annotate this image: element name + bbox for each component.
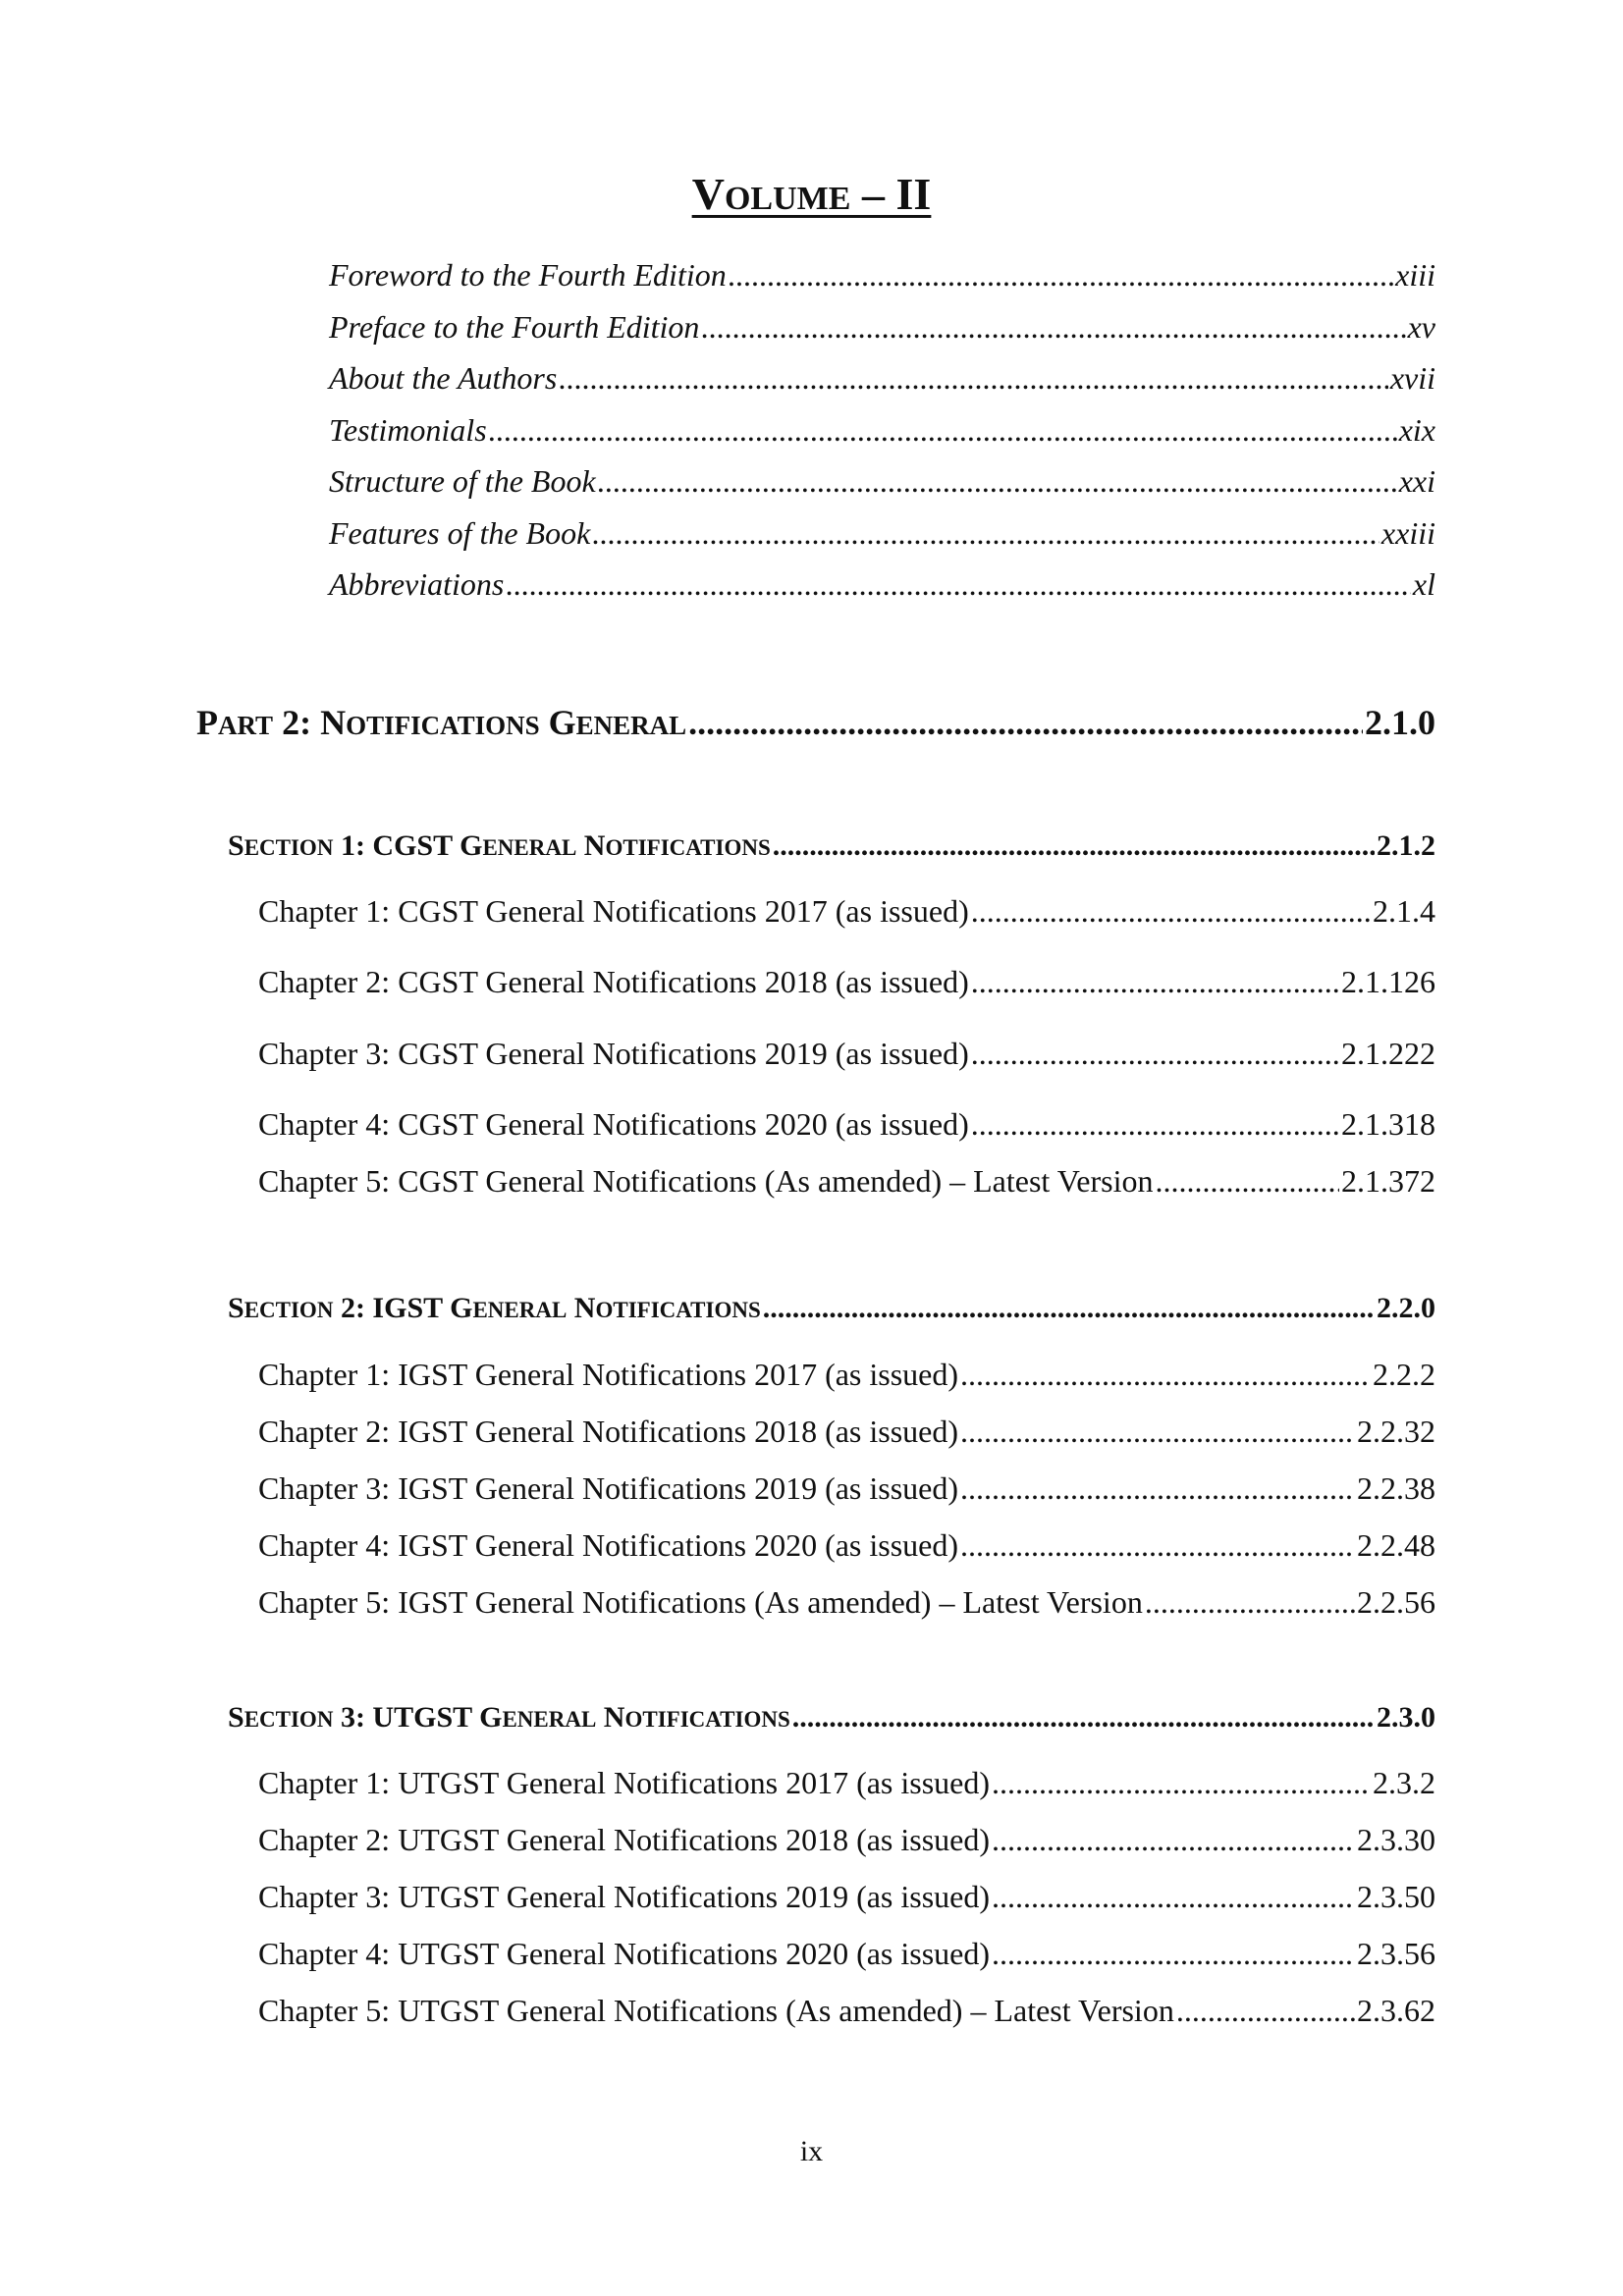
section-label-initial: G: [479, 1701, 503, 1734]
volume-title-separator: –: [850, 169, 896, 219]
leader-dots: [792, 1701, 1375, 1735]
section-label-rest: ECTION: [243, 1298, 334, 1322]
part-page: 2.1.0: [1365, 703, 1435, 742]
toc-entry-label: Preface to the Fourth Edition: [329, 309, 700, 345]
leader-dots: [1156, 1163, 1340, 1200]
section-label-rest: ENERAL: [502, 1707, 597, 1732]
volume-title-rest: OLUME: [724, 181, 851, 217]
section-label-number: 2: IGST: [333, 1292, 451, 1324]
toc-part-heading[interactable]: [196, 702, 1435, 743]
toc-entry-label: Testimonials: [329, 412, 487, 448]
toc-chapter-entry[interactable]: [258, 1936, 1435, 1972]
toc-chapter-entry[interactable]: [258, 1036, 1435, 1072]
toc-entry-page: 2.2.2: [1373, 1357, 1435, 1392]
toc-entry-page: 2.1.4: [1373, 893, 1435, 929]
toc-entry-page: xv: [1407, 309, 1435, 345]
toc-entry-label: Structure of the Book: [329, 463, 596, 499]
toc-entry-label: Chapter 5: CGST General Notifications (As amended) – Latest Version: [258, 1163, 1154, 1199]
section-page: 2.3.0: [1377, 1701, 1435, 1734]
section-label: [228, 1701, 790, 1735]
leader-dots: [960, 1414, 1355, 1450]
toc-entry-label: Chapter 2: IGST General Notifications 2018 (as issued): [258, 1414, 959, 1449]
leader-dots: [598, 463, 1397, 500]
section-label-initial: S: [228, 829, 244, 862]
section-label-rest: ENERAL: [472, 1298, 568, 1322]
toc-chapter-entry[interactable]: [258, 1527, 1435, 1564]
section-label-rest: OTIFICATIONS: [624, 1707, 790, 1732]
leader-dots: [688, 702, 1363, 743]
leader-dots: [763, 1292, 1375, 1325]
toc-entry-page: 2.3.62: [1357, 1993, 1435, 2028]
volume-title-numeral: II: [895, 169, 932, 219]
toc-entry-page: xxiii: [1380, 515, 1435, 551]
leader-dots: [729, 257, 1393, 294]
toc-chapter-entry[interactable]: [258, 1993, 1435, 2029]
toc-chapter-entry[interactable]: [258, 893, 1435, 930]
leader-dots: [592, 515, 1380, 552]
toc-entry-page: 2.1.222: [1341, 1036, 1435, 1071]
toc-front-entry[interactable]: [329, 566, 1435, 603]
toc-entry-label: Chapter 3: UTGST General Notifications 2019 (as issued): [258, 1879, 991, 1914]
toc-entry-label: Chapter 4: IGST General Notifications 2020 (as issued): [258, 1527, 959, 1563]
leader-dots: [1145, 1584, 1355, 1621]
leader-dots: [992, 1822, 1355, 1858]
section-label: [228, 829, 771, 863]
toc-entry-label: Features of the Book: [329, 515, 591, 551]
leader-dots: [971, 893, 1371, 930]
toc-front-entry[interactable]: [329, 257, 1435, 294]
leader-dots: [960, 1527, 1355, 1564]
leader-dots: [1176, 1993, 1355, 2029]
section-label-initial: S: [228, 1292, 244, 1324]
section-page: 2.2.0: [1377, 1292, 1435, 1324]
toc-entry-label: Chapter 4: UTGST General Notifications 2020 (as issued): [258, 1936, 991, 1971]
toc-entry-label: Chapter 3: CGST General Notifications 2019 (as issued): [258, 1036, 969, 1071]
toc-entry-page: 2.3.56: [1357, 1936, 1435, 1971]
section-label-rest: OTIFICATIONS: [595, 1298, 761, 1322]
toc-entry-label: Chapter 1: UTGST General Notifications 2017 (as issued): [258, 1765, 991, 1800]
toc-section-heading[interactable]: [228, 829, 1435, 863]
toc-chapter-entry[interactable]: [258, 1106, 1435, 1143]
toc-entry-page: 2.1.318: [1341, 1106, 1435, 1142]
section-label-number: 1: CGST: [333, 829, 460, 862]
volume-title: [0, 167, 1623, 221]
leader-dots: [773, 829, 1375, 863]
leader-dots: [701, 309, 1405, 346]
part-label-rest: OTIFICATIONS: [346, 711, 540, 740]
leader-dots: [992, 1765, 1371, 1801]
part-label: [196, 702, 686, 743]
section-label-initial: G: [450, 1292, 473, 1324]
toc-entry-page: 2.1.126: [1341, 964, 1435, 999]
part-label-initial: G: [539, 703, 576, 742]
toc-front-entry[interactable]: [329, 515, 1435, 552]
toc-front-entry[interactable]: [329, 360, 1435, 397]
toc-entry-label: Chapter 3: IGST General Notifications 2019 (as issued): [258, 1470, 959, 1506]
toc-chapter-entry[interactable]: [258, 1822, 1435, 1858]
part-label-initial: N: [320, 703, 347, 742]
toc-entry-label: Chapter 1: IGST General Notifications 2017 (as issued): [258, 1357, 959, 1392]
toc-entry-page: xiii: [1395, 257, 1435, 293]
toc-section-heading[interactable]: [228, 1701, 1435, 1735]
toc-chapter-entry[interactable]: [258, 1584, 1435, 1621]
toc-front-entry[interactable]: [329, 463, 1435, 500]
toc-entry-label: Chapter 5: IGST General Notifications (As amended) – Latest Version: [258, 1584, 1143, 1620]
toc-chapter-entry[interactable]: [258, 1879, 1435, 1915]
page-number: ix: [799, 2135, 824, 2167]
toc-entry-label: Chapter 2: CGST General Notifications 2018 (as issued): [258, 964, 969, 999]
section-label-rest: ECTION: [243, 835, 334, 860]
toc-entry-label: Chapter 1: CGST General Notifications 2017 (as issued): [258, 893, 969, 929]
toc-entry-page: xix: [1398, 412, 1435, 448]
leader-dots: [971, 1036, 1339, 1072]
toc-entry-label: Chapter 2: UTGST General Notifications 2018 (as issued): [258, 1822, 991, 1857]
leader-dots: [506, 566, 1411, 603]
leader-dots: [992, 1879, 1355, 1915]
section-label-number: 3: UTGST: [333, 1701, 480, 1734]
section-label-rest: OTIFICATIONS: [605, 835, 771, 860]
toc-entry-label: About the Authors: [329, 360, 558, 396]
leader-dots: [971, 964, 1339, 1000]
section-label-initial: N: [567, 1292, 596, 1324]
section-page: 2.1.2: [1377, 829, 1435, 862]
toc-entry-page: 2.3.50: [1357, 1879, 1435, 1914]
toc-entry-label: Chapter 4: CGST General Notifications 2020 (as issued): [258, 1106, 969, 1142]
toc-entry-label: Chapter 5: UTGST General Notifications (As amended) – Latest Version: [258, 1993, 1174, 2028]
toc-entry-page: 2.2.48: [1357, 1527, 1435, 1563]
toc-entry-page: 2.3.2: [1373, 1765, 1435, 1800]
leader-dots: [489, 412, 1397, 449]
toc-chapter-entry[interactable]: [258, 1414, 1435, 1450]
part-label-number: 2:: [273, 703, 321, 742]
leader-dots: [992, 1936, 1355, 1972]
toc-entry-page: 2.1.372: [1341, 1163, 1435, 1199]
section-label-initial: N: [596, 1701, 625, 1734]
toc-chapter-entry[interactable]: [258, 1357, 1435, 1393]
toc-entry-page: xvii: [1389, 360, 1435, 396]
toc-chapter-entry[interactable]: [258, 1765, 1435, 1801]
toc-entry-page: 2.2.56: [1357, 1584, 1435, 1620]
toc-chapter-entry[interactable]: [258, 1163, 1435, 1200]
toc-front-entry[interactable]: [329, 412, 1435, 449]
section-label: [228, 1292, 761, 1325]
section-label-rest: ENERAL: [482, 835, 577, 860]
leader-dots: [559, 360, 1388, 397]
part-label-rest: ART: [218, 711, 274, 740]
toc-entry-page: xxi: [1398, 463, 1435, 499]
section-label-rest: ECTION: [243, 1707, 334, 1732]
section-label-initial: S: [228, 1701, 244, 1734]
toc-entry-page: 2.2.38: [1357, 1470, 1435, 1506]
toc-entry-label: Foreword to the Fourth Edition: [329, 257, 727, 293]
section-label-initial: N: [576, 829, 606, 862]
toc-entry-page: xl: [1412, 566, 1435, 602]
toc-chapter-entry[interactable]: [258, 964, 1435, 1000]
part-label-initial: P: [196, 703, 218, 742]
leader-dots: [960, 1470, 1355, 1507]
leader-dots: [960, 1357, 1371, 1393]
section-label-initial: G: [460, 829, 483, 862]
volume-title-initial: V: [691, 169, 725, 219]
toc-front-entry[interactable]: [329, 309, 1435, 346]
toc-entry-page: 2.2.32: [1357, 1414, 1435, 1449]
toc-chapter-entry[interactable]: [258, 1470, 1435, 1507]
part-label-rest: ENERAL: [575, 711, 687, 740]
leader-dots: [971, 1106, 1339, 1143]
toc-entry-label: Abbreviations: [329, 566, 505, 602]
toc-section-heading[interactable]: [228, 1292, 1435, 1325]
toc-entry-page: 2.3.30: [1357, 1822, 1435, 1857]
